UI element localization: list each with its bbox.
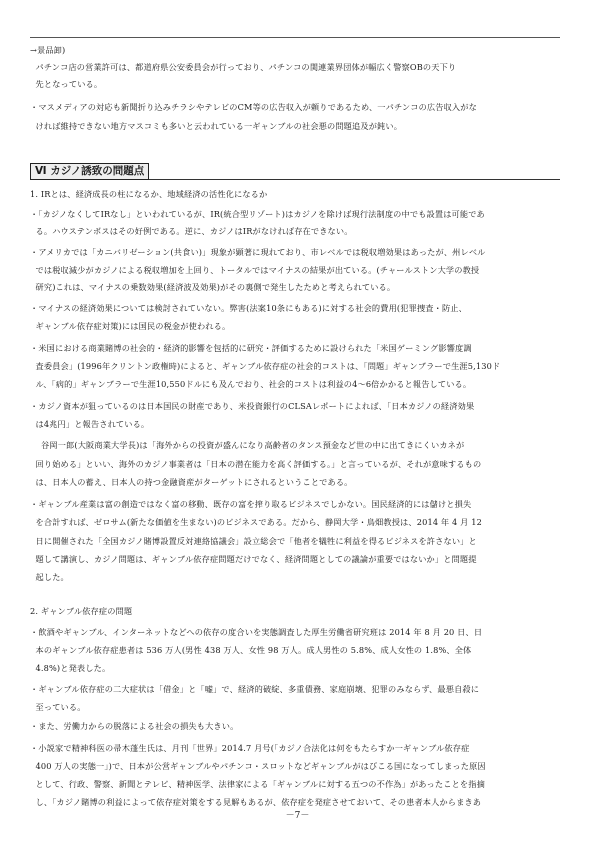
- intro-line: →景品卸): [30, 45, 66, 55]
- body-line: 本のギャンブル依存症患者は 536 万人(男性 438 万人、女性 98 万人。成人男性の 5.8%、成人女性の 1.8%、全体: [30, 645, 472, 655]
- body-line: ・米国における商業賭博の社会的・経済的影響を包括的に研究・評価するために設けられた「米国ゲーミング影響度調: [30, 343, 472, 353]
- body-line: 日に開催された「全国カジノ賭博設置反対連絡協議会」設立総会で「他者を犠牲に利益を得るビジネスを許さない」と: [30, 536, 477, 546]
- body-line: ・ギャンブル産業は富の創造ではなく富の移動、既存の富を搾り取るビジネスでしかない。国民経済的には儲けと損失: [30, 499, 472, 509]
- section-heading: [30, 163, 560, 180]
- top-rule: [30, 37, 560, 38]
- body-line: ・飲酒やギャンブル、インターネットなどへの依存の度合いを実態調査した厚生労働省研究班は 2014 年 8 月 20 日、日: [30, 627, 483, 637]
- body-line: では税収減少がカジノによる税収増加を上回り、トータルではマイナスの結果が出ている。(チャールストン大学の教授: [30, 265, 480, 275]
- body-line: 400 万人の実態一」)で、日本が公営ギャンブルやパチンコ・スロットなどギャンブルがはびこる国になってしまった原因: [30, 761, 486, 771]
- intro-line: 先となっている。: [30, 79, 103, 89]
- intro-line: ければ維持できない地方マスコミも多いと云われている一ギャンブルの社会悪の問題追及が鈍い。: [30, 121, 403, 131]
- body-line: 起した。: [30, 572, 69, 582]
- page-number: －7－: [285, 811, 310, 821]
- body-line: 回り始める」といい、海外のカジノ事業者は「日本の潜在能力を高く評価する。」と言っているが、それが意味するもの: [30, 459, 482, 469]
- body-line: 研究)これは、マイナスの乗数効果(経済波及効果)がその裏側で発生したためと考えられている。: [30, 282, 396, 292]
- section-1-heading: 1. IRとは、経済成長の柱になるか、地域経済の活性化になるか: [30, 189, 268, 199]
- intro-line: ・マスメディアの対応も新聞折り込みチラシやテレビのCM等の広告収入が頼りであるため、一パチンコの広告収入がな: [30, 102, 477, 112]
- body-line: 4.8%)と発表した。: [30, 663, 111, 673]
- body-line: ・アメリカでは「カニバリゼーション(共食い)」現象が顕著に現れており、市レベルでは税収増効果はあったが、州レベル: [30, 247, 486, 257]
- body-line: は4兆円」と報告されている。: [30, 419, 150, 429]
- intro-line: パチンコ店の営業許可は、都道府県公安委員会が行っており、パチンコの関連業界団体が幅広く警察OBの天下り: [30, 62, 457, 72]
- body-line: ・小説家で精神科医の帚木蓬生氏は、月刊「世界」2014.7 月号(「カジノ合法化は何をもたらすか一ギャンブル依存症: [30, 743, 470, 753]
- body-line: 題して講演し、カジノ問題は、ギャンブル依存症問題だけでなく、経済問題としての議論が重要ではないか」と問題提: [30, 554, 477, 564]
- body-line: 至っている。: [30, 702, 86, 712]
- body-line: ・また、労働力からの脱落による社会の損失も大きい。: [30, 721, 239, 731]
- body-line: ・カジノ資本が狙っているのは日本国民の財産であり、米投資銀行のCLSAレポートによれば、「日本カジノの経済効果: [30, 401, 475, 411]
- section-title: Ⅵ カジノ誘致の問題点: [30, 163, 149, 180]
- section-2-heading: 2. ギャンブル依存症の問題: [30, 606, 133, 616]
- body-line: 査委員会」(1996年クリントン政権時)によると、ギャンブル依存症の社会的コストは、「問題」ギャンブラーで生涯5,130ド: [30, 361, 501, 371]
- body-line: ・「カジノなくしてIRなし」といわれているが、IR(統合型リゾート)はカジノを除けば現行法制度の中でも設置は可能であ: [30, 209, 485, 219]
- body-line: ギャンブル依存症対策)には国民の税金が使われる。: [30, 321, 231, 331]
- body-line: ・マイナスの経済効果については検討されていない。弊害(法案10条にもある)に対する社会的費用(犯罪捜査・防止、: [30, 303, 467, 313]
- body-line: ル、「病的」ギャンブラーで生涯10,550ドルにも及んでおり、社会的コストは利益の4～6倍かかると報告している。: [30, 379, 472, 389]
- body-line: は、日本人の蓄え、日本人の持つ金融資産がターゲットにされるということである。: [30, 477, 353, 487]
- body-line: ・ギャンブル依存症の二大症状は「借金」と「嘘」で、経済的破綻、多重債務、家庭崩壊、犯罪のみならず、最悪自殺に: [30, 684, 480, 694]
- body-line: る。ハウステンボスはその好例である。逆に、カジノはIRがなければ存在できない。: [30, 226, 353, 236]
- body-line: し、「カジノ賭博の利益によって依存症対策をする見解もあるが、依存症を発症させておいて、その患者本人からまきあ: [30, 797, 482, 807]
- body-line: として、行政、警察、新聞とテレビ、精神医学、法律家による「ギャンブルに対する五つの不作為」があったことを指摘: [30, 779, 485, 789]
- body-line: 谷岡一郎(大阪商業大学長)は「海外からの投資が盛んになり高齢者のタンス預金など世の中に出てきにくいカネが: [30, 440, 465, 450]
- body-line: を合計すれば、ゼロサム(新たな価値を生まない)のビジネスである。だから、静岡大学・鳥畑教授は、2014 年 4 月 12: [30, 517, 482, 527]
